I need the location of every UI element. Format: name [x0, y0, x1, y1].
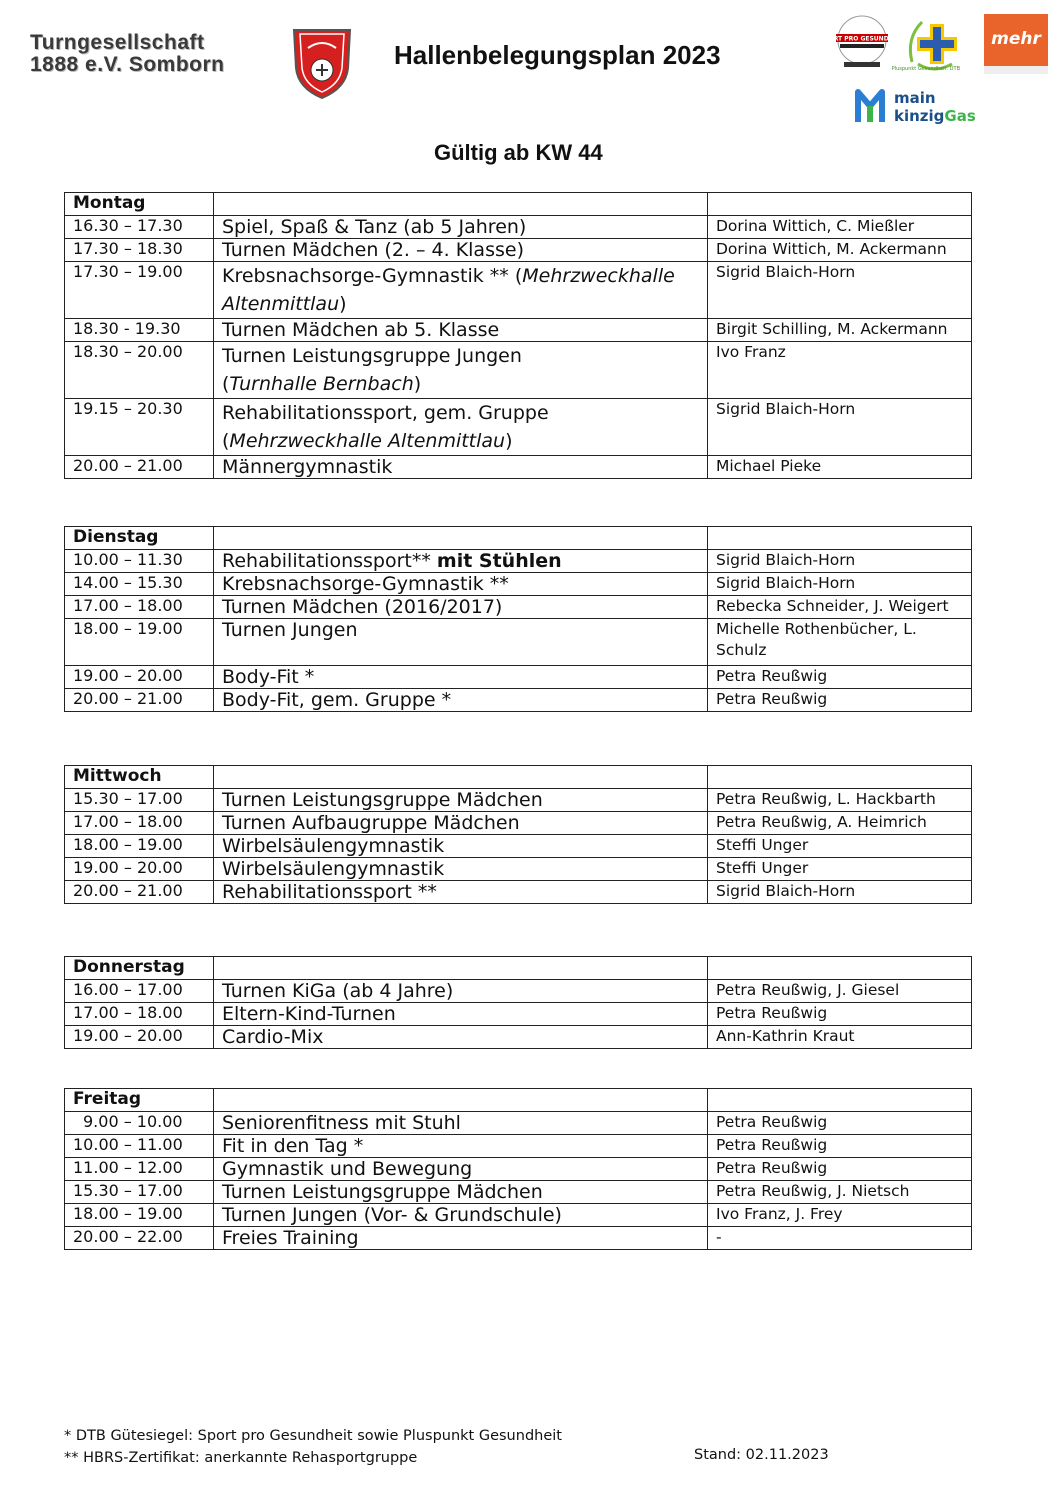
page-title: Hallenbelegungsplan 2023 — [394, 40, 721, 70]
club-crest-icon — [290, 24, 354, 100]
main-kinzig-gas-logo-icon — [856, 86, 1006, 126]
day-name: Freitag — [65, 1089, 214, 1112]
footnotes — [64, 1425, 562, 1469]
table-row — [65, 881, 972, 904]
table-row — [65, 262, 972, 319]
day-name: Montag — [65, 193, 214, 216]
course-cell: Cardio-Mix — [214, 1026, 708, 1049]
gas-text: Gas — [944, 107, 976, 125]
table-row — [65, 456, 972, 479]
course-cell: Fit in den Tag * — [214, 1135, 708, 1158]
club-logo-text — [30, 32, 270, 76]
table-row — [65, 216, 972, 239]
time-cell: 10.00 – 11.30 — [65, 550, 214, 573]
schedule-table-mittwoch — [64, 765, 972, 904]
table-row — [65, 980, 972, 1003]
kinzig-text: kinzig — [894, 107, 945, 125]
time-cell: 16.30 – 17.30 — [65, 216, 214, 239]
sport-pro-text: SPORT PRO GESUNDHEIT — [819, 35, 905, 43]
table-row — [65, 619, 972, 666]
leader-cell: Ivo Franz — [708, 342, 972, 399]
course-cell: Turnen Mädchen ab 5. Klasse — [214, 319, 708, 342]
time-cell: 10.00 – 11.00 — [65, 1135, 214, 1158]
course-cell: Krebsnachsorge-Gymnastik ** (Mehrzweckhalle Altenmittlau) — [214, 262, 708, 319]
leader-cell: Petra Reußwig — [708, 1158, 972, 1181]
course-cell: Gymnastik und Bewegung — [214, 1158, 708, 1181]
time-cell: 14.00 – 15.30 — [65, 573, 214, 596]
leader-cell: Petra Reußwig — [708, 689, 972, 712]
leader-cell: Dorina Wittich, C. Mießler — [708, 216, 972, 239]
leader-cell: Steffi Unger — [708, 835, 972, 858]
table-row — [65, 1135, 972, 1158]
leader-cell: Petra Reußwig, J. Giesel — [708, 980, 972, 1003]
course-cell: Turnen Mädchen (2016/2017) — [214, 596, 708, 619]
day-name: Donnerstag — [65, 957, 214, 980]
pluspunkt-text: Pluspunkt Gesundheit. DTB — [891, 66, 960, 72]
course-cell: Turnen Aufbaugruppe Mädchen — [214, 812, 708, 835]
leader-cell: Rebecka Schneider, J. Weigert — [708, 596, 972, 619]
course-cell: Wirbelsäulengymnastik — [214, 835, 708, 858]
leader-cell: Petra Reußwig — [708, 1135, 972, 1158]
leader-cell: Petra Reußwig — [708, 1003, 972, 1026]
course-cell: Turnen Leistungsgruppe Mädchen — [214, 789, 708, 812]
time-cell: 19.00 – 20.00 — [65, 666, 214, 689]
time-cell: 19.00 – 20.00 — [65, 858, 214, 881]
course-cell: Body-Fit, gem. Gruppe * — [214, 689, 708, 712]
table-row — [65, 1227, 972, 1250]
time-cell: 17.00 – 18.00 — [65, 1003, 214, 1026]
time-cell: 18.30 - 19.30 — [65, 319, 214, 342]
time-cell: 11.00 – 12.00 — [65, 1158, 214, 1181]
table-row — [65, 1158, 972, 1181]
leader-cell: Sigrid Blaich-Horn — [708, 399, 972, 456]
time-cell: 18.30 – 20.00 — [65, 342, 214, 399]
footnote-2: ** HBRS-Zertifikat: anerkannte Rehasportgruppe — [64, 1450, 418, 1466]
table-row — [65, 689, 972, 712]
time-cell: 15.30 – 17.00 — [65, 789, 214, 812]
course-cell: Spiel, Spaß & Tanz (ab 5 Jahren) — [214, 216, 708, 239]
schedule-table-montag — [64, 192, 972, 479]
table-row — [65, 239, 972, 262]
table-row — [65, 1112, 972, 1135]
table-row — [65, 550, 972, 573]
table-row — [65, 835, 972, 858]
time-cell: 17.30 – 18.30 — [65, 239, 214, 262]
course-cell: Krebsnachsorge-Gymnastik ** — [214, 573, 708, 596]
table-row — [65, 1003, 972, 1026]
table-row — [65, 1204, 972, 1227]
time-cell: 17.30 – 19.00 — [65, 262, 214, 319]
course-cell: Body-Fit * — [214, 666, 708, 689]
time-cell: 17.00 – 18.00 — [65, 596, 214, 619]
leader-cell: Petra Reußwig — [708, 666, 972, 689]
mehr-bewegen-logo-icon — [984, 14, 1048, 74]
page-subtitle: Gültig ab KW 44 — [434, 140, 603, 165]
mehr-text: mehr — [991, 29, 1041, 49]
time-cell: 16.00 – 17.00 — [65, 980, 214, 1003]
table-row — [65, 319, 972, 342]
leader-cell: Petra Reußwig, A. Heimrich — [708, 812, 972, 835]
time-cell: 17.00 – 18.00 — [65, 812, 214, 835]
table-row — [65, 342, 972, 399]
course-cell: Turnen Jungen — [214, 619, 708, 666]
course-cell: Turnen Jungen (Vor- & Grundschule) — [214, 1204, 708, 1227]
leader-cell: Sigrid Blaich-Horn — [708, 573, 972, 596]
leader-cell: Birgit Schilling, M. Ackermann — [708, 319, 972, 342]
course-cell: Turnen Mädchen (2. – 4. Klasse) — [214, 239, 708, 262]
leader-cell: Dorina Wittich, M. Ackermann — [708, 239, 972, 262]
sport-pro-gesundheit-logo-icon — [819, 14, 905, 72]
main-text: main — [894, 89, 936, 107]
course-cell: Turnen Leistungsgruppe Jungen (Turnhalle Bernbach) — [214, 342, 708, 399]
leader-cell: - — [708, 1227, 972, 1250]
course-cell: Turnen Leistungsgruppe Mädchen — [214, 1181, 708, 1204]
course-cell: Rehabilitationssport ** — [214, 881, 708, 904]
time-cell: 18.00 – 19.00 — [65, 1204, 214, 1227]
day-name: Mittwoch — [65, 766, 214, 789]
table-row — [65, 1026, 972, 1049]
course-cell: Rehabilitationssport, gem. Gruppe (Mehrzweckhalle Altenmittlau) — [214, 399, 708, 456]
day-name: Dienstag — [65, 527, 214, 550]
svg-text:kinzigGas — [894, 107, 976, 125]
schedule-table-dienstag — [64, 526, 972, 712]
table-row — [65, 573, 972, 596]
time-cell: 20.00 – 21.00 — [65, 881, 214, 904]
time-cell: 19.00 – 20.00 — [65, 1026, 214, 1049]
leader-cell: Ivo Franz, J. Frey — [708, 1204, 972, 1227]
leader-cell: Michael Pieke — [708, 456, 972, 479]
time-cell: 20.00 – 21.00 — [65, 689, 214, 712]
leader-cell: Ann-Kathrin Kraut — [708, 1026, 972, 1049]
table-row — [65, 812, 972, 835]
table-row — [65, 1181, 972, 1204]
table-row — [65, 596, 972, 619]
table-row — [65, 858, 972, 881]
course-cell: Seniorenfitness mit Stuhl — [214, 1112, 708, 1135]
table-row — [65, 666, 972, 689]
table-row — [65, 789, 972, 812]
leader-cell: Michelle Rothenbücher, L. Schulz — [708, 619, 972, 666]
course-cell: Turnen KiGa (ab 4 Jahre) — [214, 980, 708, 1003]
time-cell: 9.00 – 10.00 — [65, 1112, 214, 1135]
time-cell: 18.00 – 19.00 — [65, 835, 214, 858]
pluspunkt-gesundheit-logo-icon — [891, 14, 970, 76]
leader-cell: Sigrid Blaich-Horn — [708, 550, 972, 573]
course-cell: Eltern-Kind-Turnen — [214, 1003, 708, 1026]
course-cell: Männergymnastik — [214, 456, 708, 479]
stand-date: Stand: 02.11.2023 — [694, 1447, 829, 1463]
course-cell: Wirbelsäulengymnastik — [214, 858, 708, 881]
leader-cell: Petra Reußwig — [708, 1112, 972, 1135]
time-cell: 20.00 – 21.00 — [65, 456, 214, 479]
leader-cell: Sigrid Blaich-Horn — [708, 881, 972, 904]
course-cell: Freies Training — [214, 1227, 708, 1250]
club-name-line2: 1888 e.V. Somborn — [30, 53, 225, 76]
leader-cell: Petra Reußwig, L. Hackbarth — [708, 789, 972, 812]
course-cell: Rehabilitationssport** mit Stühlen — [214, 550, 708, 573]
leader-cell: Sigrid Blaich-Horn — [708, 262, 972, 319]
time-cell: 18.00 – 19.00 — [65, 619, 214, 666]
footnote-1: * DTB Gütesiegel: Sport pro Gesundheit sowie Pluspunkt Gesundheit — [64, 1428, 562, 1444]
leader-cell: Petra Reußwig, J. Nietsch — [708, 1181, 972, 1204]
time-cell: 15.30 – 17.00 — [65, 1181, 214, 1204]
time-cell: 19.15 – 20.30 — [65, 399, 214, 456]
table-row — [65, 399, 972, 456]
schedule-table-freitag — [64, 1088, 972, 1250]
schedule-table-donnerstag — [64, 956, 972, 1049]
club-name-line1: Turngesellschaft — [30, 31, 205, 54]
leader-cell: Steffi Unger — [708, 858, 972, 881]
time-cell: 20.00 – 22.00 — [65, 1227, 214, 1250]
